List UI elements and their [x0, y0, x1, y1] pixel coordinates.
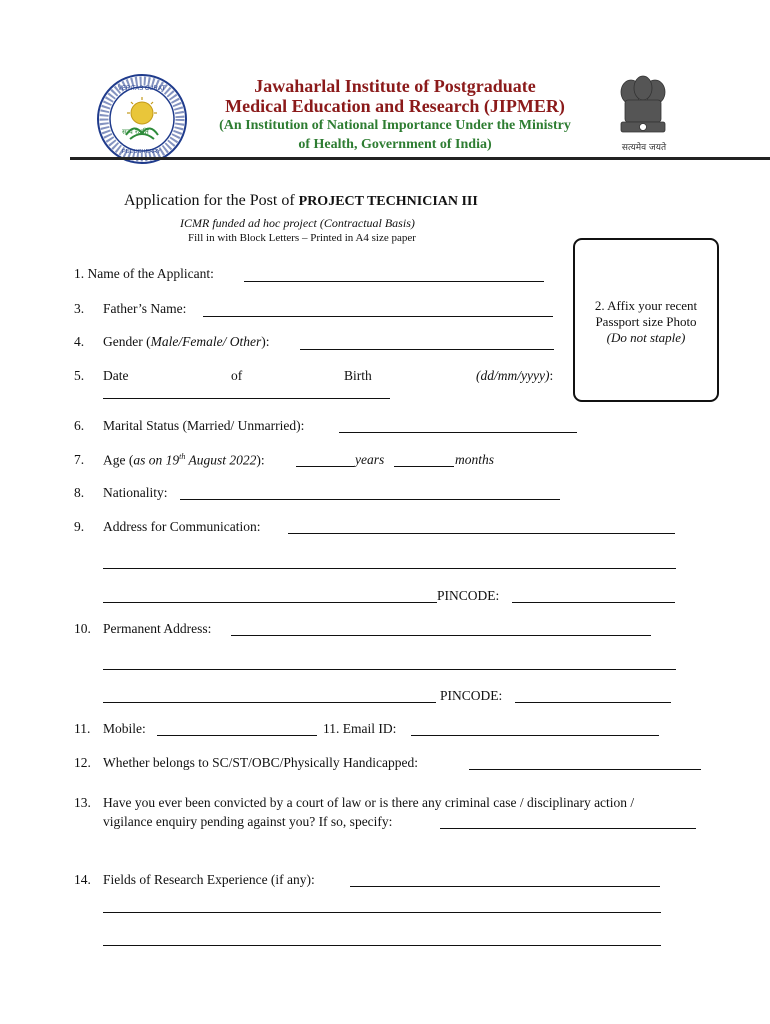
post-name: PROJECT TECHNICIAN III	[298, 194, 478, 209]
perm-address-field-1[interactable]	[231, 635, 651, 636]
research-field-2[interactable]	[103, 912, 661, 913]
comm-address-number: 9.	[74, 519, 85, 534]
research-field-3[interactable]	[103, 945, 661, 946]
logo-motto: VERITAS CURAT	[118, 86, 166, 92]
category-field[interactable]	[469, 769, 701, 770]
dob-word-birth: Birth	[344, 368, 372, 383]
institute-name-line1: Jawaharlal Institute of Postgraduate	[254, 76, 536, 96]
gender-label: Gender (Male/Female/ Other):	[103, 334, 270, 349]
age-years-field[interactable]	[296, 466, 354, 467]
photo-box-label-1: 2. Affix your recent	[594, 298, 698, 313]
gender-number: 4.	[74, 334, 85, 349]
nationality-number: 8.	[74, 485, 85, 500]
conviction-question-line2: vigilance enquiry pending against you? If so, specify:	[103, 814, 393, 829]
institute-status-line1: (An Institution of National Importance Under the Ministry	[219, 118, 571, 133]
header-divider	[70, 157, 770, 160]
father-name-number: 3.	[74, 301, 85, 316]
form-title	[124, 192, 478, 210]
dob-word-date: Date	[103, 368, 129, 383]
research-number: 14.	[74, 872, 91, 887]
dob-field[interactable]	[103, 398, 390, 399]
comm-address-field-3[interactable]	[103, 602, 437, 603]
logo-hindi-motto: सत्यं रक्षति	[122, 128, 149, 136]
mobile-label: Mobile:	[103, 721, 146, 736]
marital-number: 6.	[74, 418, 85, 433]
perm-address-label: Permanent Address:	[103, 621, 212, 636]
name-label: 1. Name of the Applicant:	[74, 266, 214, 281]
research-field-1[interactable]	[350, 886, 660, 887]
perm-pincode-label: PINCODE:	[440, 688, 503, 703]
photo-box[interactable]	[573, 238, 719, 402]
age-years-label: years	[355, 452, 385, 467]
conviction-number: 13.	[74, 795, 91, 810]
institute-name-line2: Medical Education and Research (JIPMER)	[225, 96, 565, 116]
comm-address-label: Address for Communication:	[103, 519, 261, 534]
dob-format: (dd/mm/yyyy):	[476, 368, 554, 383]
father-name-field[interactable]	[203, 316, 553, 317]
perm-pincode-field[interactable]	[515, 702, 671, 703]
nationality-field[interactable]	[180, 499, 560, 500]
perm-address-number: 10.	[74, 621, 91, 636]
institute-status-line2: of Health, Government of India)	[298, 137, 492, 152]
dob-word-of: of	[231, 368, 243, 383]
perm-address-field-3[interactable]	[103, 702, 436, 703]
comm-address-field-2[interactable]	[103, 568, 676, 569]
email-label: 11. Email ID:	[323, 721, 397, 736]
photo-box-label-3: (Do not staple)	[606, 330, 686, 345]
father-name-label: Father’s Name:	[103, 301, 187, 316]
name-field[interactable]	[244, 281, 544, 282]
comm-pincode-label: PINCODE:	[437, 588, 500, 603]
research-label: Fields of Research Experience (if any):	[103, 872, 315, 887]
dob-number: 5.	[74, 368, 85, 383]
conviction-field[interactable]	[440, 828, 696, 829]
age-number: 7.	[74, 452, 85, 467]
form-subtitle: ICMR funded ad hoc project (Contractual Basis)	[180, 216, 415, 230]
marital-field[interactable]	[339, 432, 577, 433]
perm-address-field-2[interactable]	[103, 669, 676, 670]
title-prefix: Application for the Post of	[124, 192, 299, 209]
marital-label: Marital Status (Married/ Unmarried):	[103, 418, 305, 433]
mobile-number-index: 11.	[74, 721, 91, 736]
age-months-label: months	[455, 452, 495, 467]
age-label: Age (as on 19th August 2022):	[103, 452, 265, 468]
gender-field[interactable]	[300, 349, 554, 350]
photo-box-label-2: Passport size Photo	[595, 314, 697, 329]
logo-city: PUDUCHERRY	[122, 149, 161, 155]
nationality-label: Nationality:	[103, 485, 168, 500]
email-field[interactable]	[411, 735, 659, 736]
comm-address-field-1[interactable]	[288, 533, 675, 534]
category-number: 12.	[74, 755, 91, 770]
conviction-question-line1: Have you ever been convicted by a court of law or is there any criminal case / disciplinary action /	[103, 795, 635, 810]
emblem-motto: सत्यमेव जयते	[621, 143, 667, 153]
comm-pincode-field[interactable]	[512, 602, 675, 603]
form-instruction: Fill in with Block Letters – Printed in A4 size paper	[188, 232, 416, 244]
mobile-field[interactable]	[157, 735, 317, 736]
category-label: Whether belongs to SC/ST/OBC/Physically Handicapped:	[103, 755, 418, 770]
age-months-field[interactable]	[394, 466, 454, 467]
